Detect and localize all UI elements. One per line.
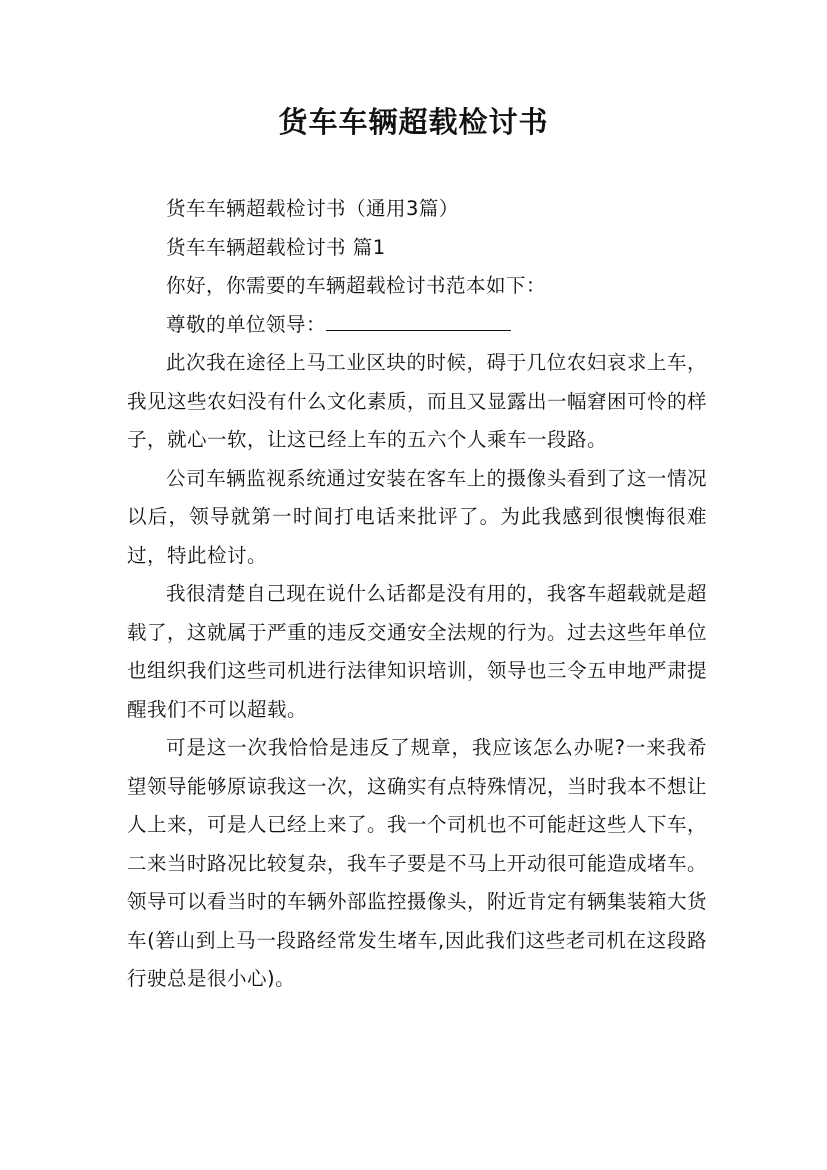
blank-fill-line [326, 308, 511, 331]
paragraph: 公司车辆监视系统通过安装在客车上的摄像头看到了这一情况以后，领导就第一时间打电话来批评了。为此我感到很懊悔很难过，特此检讨。 [127, 466, 707, 567]
paragraph: 我很清楚自己现在说什么话都是没有用的，我客车超载就是超载了，这就属于严重的违反交通安全法规的行为。过去这些年单位也组织我们这些司机进行法律知识培训，领导也三令五申地严肃提醒我们不可以超载。 [127, 582, 708, 721]
paragraph: 此次我在途径上马工业区块的时候，碍于几位农妇哀求上车，我见这些农妇没有什么文化素质，而且又显露出一幅窘困可怜的样子，就心一软，让这已经上车的五六个人乘车一段路。 [127, 351, 708, 451]
greeting-line: 你好，你需要的车辆超载检讨书范本如下： [166, 274, 547, 297]
salutation-text: 尊敬的单位领导： [166, 312, 327, 336]
section-heading: 货车车辆超载检讨书 篇1 [166, 235, 386, 259]
paragraph: 可是这一次我恰恰是违反了规章，我应该怎么办呢?一来我希望领导能够原谅我这一次，这确实有点特殊情况，当时我本不想让人上来，可是人已经上来了。我一个司机也不可能赶这些人下车，二来当时路况比较复杂，我车子要是不马上开动很可能造成堵车。领导可以看当时的车辆外部监控摄像头，附近肯定有辆集装箱大货车(箬山到上马一段路经常发生堵车,因此我们这些老司机在这段路行驶总是很小心)。 [127, 736, 708, 990]
document-subtitle: 货车车辆超载检讨书（通用3篇） [166, 197, 459, 220]
document-title: 货车车辆超载检讨书 [278, 105, 549, 139]
document-body [127, 190, 707, 999]
salutation-line [127, 306, 707, 345]
